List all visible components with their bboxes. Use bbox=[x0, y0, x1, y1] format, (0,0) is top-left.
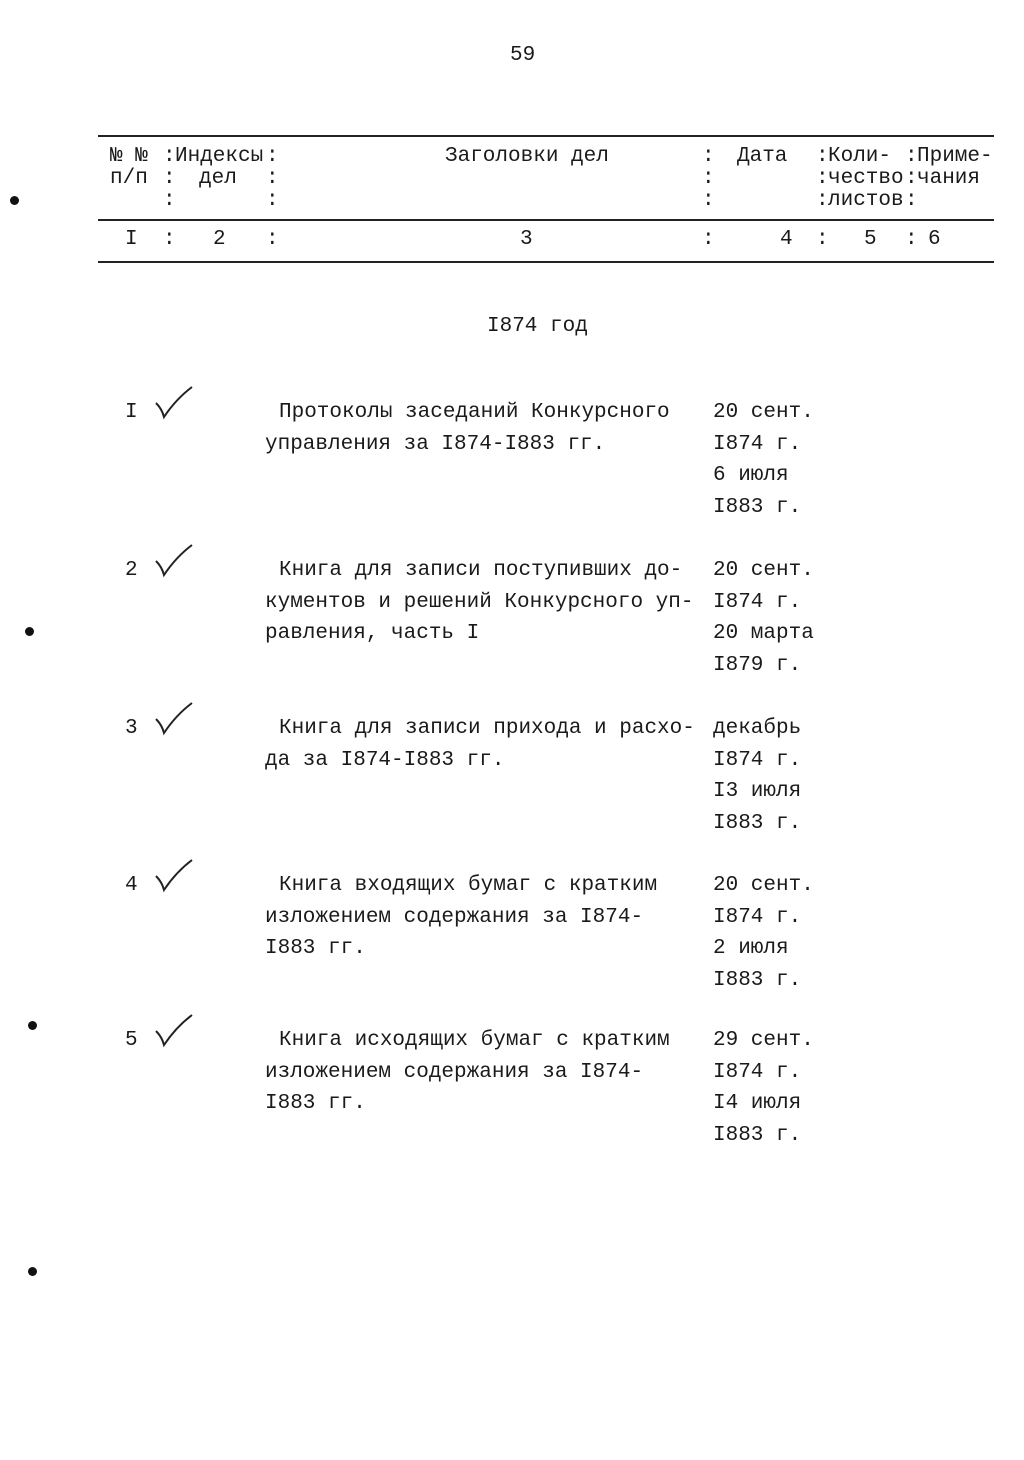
entry-number: I bbox=[125, 401, 138, 424]
date-line: I874 г. bbox=[713, 748, 802, 772]
checkmark-icon bbox=[150, 541, 200, 581]
header-sep: : : : bbox=[816, 145, 829, 212]
date-line: I874 г. bbox=[713, 905, 802, 929]
col-number: 3 bbox=[520, 228, 533, 251]
entry-number: 4 bbox=[125, 874, 138, 897]
date-line: I883 г. bbox=[713, 968, 802, 992]
header-text: № № bbox=[110, 145, 148, 168]
checkmark-icon bbox=[150, 699, 200, 739]
entry-date bbox=[713, 870, 814, 996]
col-sep: : bbox=[816, 228, 829, 251]
date-line: I3 июля bbox=[713, 780, 802, 803]
checkmark-icon bbox=[150, 856, 200, 896]
col-number: 6 bbox=[928, 228, 941, 251]
date-line: 20 сент. bbox=[713, 559, 814, 582]
date-line: декабрь bbox=[713, 717, 802, 740]
header-bottom-rule bbox=[98, 261, 994, 263]
title-line: изложением содержания за I874- bbox=[265, 1060, 644, 1084]
header-col6 bbox=[917, 146, 993, 190]
header-text: чество bbox=[828, 167, 904, 190]
col-number: 2 bbox=[213, 228, 226, 251]
title-line: изложением содержания за I874- bbox=[265, 905, 644, 929]
col-sep: : bbox=[266, 228, 279, 251]
date-line: 20 марта bbox=[713, 622, 814, 645]
header-sep: : : : bbox=[266, 145, 279, 212]
entry-number: 3 bbox=[125, 717, 138, 740]
title-line: Книга для записи поступивших до- bbox=[279, 559, 683, 582]
entry-date bbox=[713, 397, 814, 523]
punch-hole bbox=[25, 627, 34, 636]
entry-date bbox=[713, 1025, 814, 1151]
date-line: I879 г. bbox=[713, 653, 802, 677]
col-sep: : bbox=[905, 228, 918, 251]
header-col2 bbox=[175, 146, 263, 190]
header-sep: : : : bbox=[163, 145, 176, 212]
header-col5 bbox=[828, 146, 904, 212]
date-line: 6 июля bbox=[713, 464, 789, 487]
date-line: 20 сент. bbox=[713, 874, 814, 897]
title-line: Книга входящих бумаг с кратким bbox=[279, 874, 658, 897]
date-line: 2 июля bbox=[713, 937, 789, 960]
header-text: Приме- bbox=[917, 145, 993, 168]
header-mid-rule bbox=[98, 219, 994, 221]
date-line: 29 сент. bbox=[713, 1029, 814, 1052]
entry-title bbox=[265, 397, 670, 460]
col-sep: : bbox=[702, 228, 715, 251]
date-line: I4 июля bbox=[713, 1092, 802, 1115]
col-number: 4 bbox=[780, 228, 793, 251]
header-col3: Заголовки дел bbox=[445, 145, 609, 168]
entry-title bbox=[265, 1025, 670, 1120]
title-line: I883 гг. bbox=[265, 937, 366, 960]
entry-title bbox=[265, 870, 657, 965]
date-line: I874 г. bbox=[713, 432, 802, 456]
header-top-rule bbox=[98, 135, 994, 137]
date-line: I883 г. bbox=[713, 811, 802, 835]
header-col1 bbox=[110, 146, 148, 190]
title-line: кументов и решений Конкурсного уп- bbox=[265, 590, 694, 614]
section-title: I874 год bbox=[487, 315, 588, 338]
title-line: I883 гг. bbox=[265, 1092, 366, 1115]
header-col4: Дата bbox=[737, 145, 788, 168]
header-text: чания bbox=[917, 167, 981, 190]
date-line: I874 г. bbox=[713, 1060, 802, 1084]
date-line: I883 г. bbox=[713, 1123, 802, 1147]
title-line: равления, часть I bbox=[265, 622, 480, 645]
entry-number: 5 bbox=[125, 1029, 138, 1052]
header-text: п/п bbox=[110, 167, 148, 190]
col-sep: : bbox=[163, 228, 176, 251]
entry-date bbox=[713, 713, 801, 839]
title-line: управления за I874-I883 гг. bbox=[265, 432, 606, 456]
entry-title bbox=[265, 555, 693, 650]
punch-hole bbox=[28, 1267, 37, 1276]
punch-hole bbox=[10, 196, 19, 205]
checkmark-icon bbox=[150, 1011, 200, 1051]
header-text: Индексы bbox=[175, 145, 264, 168]
entry-date bbox=[713, 555, 814, 681]
col-number: 5 bbox=[864, 228, 877, 251]
date-line: I883 г. bbox=[713, 495, 802, 519]
page-number: 59 bbox=[510, 44, 536, 67]
checkmark-icon bbox=[150, 383, 200, 423]
date-line: I874 г. bbox=[713, 590, 802, 614]
header-text: Коли- bbox=[828, 145, 892, 168]
header-text: дел bbox=[199, 167, 237, 190]
header-sep: : : : bbox=[905, 145, 918, 212]
entry-number: 2 bbox=[125, 559, 138, 582]
entry-title bbox=[265, 713, 695, 776]
title-line: Книга для записи прихода и расхо- bbox=[279, 717, 695, 740]
title-line: Книга исходящих бумаг с кратким bbox=[279, 1029, 670, 1052]
col-number: I bbox=[125, 228, 138, 251]
title-line: да за I874-I883 гг. bbox=[265, 748, 505, 772]
header-sep: : : : bbox=[702, 145, 715, 212]
date-line: 20 сент. bbox=[713, 401, 814, 424]
header-text: листов bbox=[828, 189, 904, 212]
title-line: Протоколы заседаний Конкурсного bbox=[279, 401, 670, 424]
punch-hole bbox=[28, 1021, 37, 1030]
